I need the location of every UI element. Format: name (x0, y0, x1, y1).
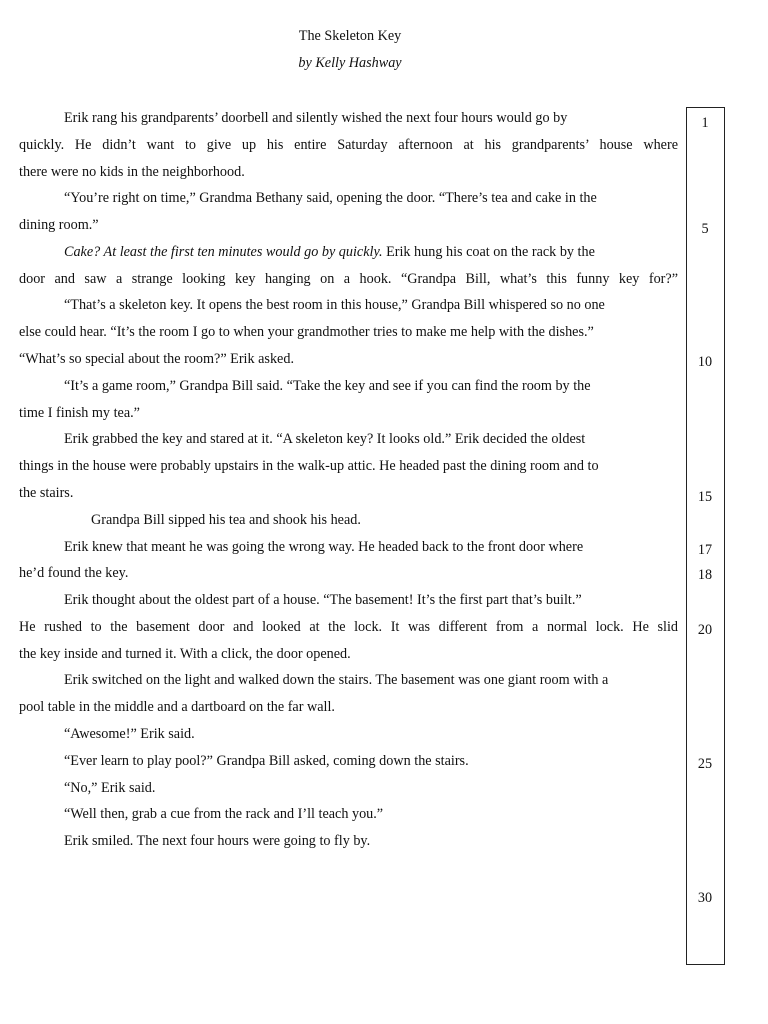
line-number: 15 (697, 489, 713, 505)
text-line: “Well then, grab a cue from the rack and I’ll teach you.” (64, 806, 384, 822)
text-line: Erik rang his grandparents’ doorbell and silently wished the next four hours would go by (64, 110, 568, 126)
text-line: “Awesome!” Erik said. (64, 726, 195, 742)
text-line: pool table in the middle and a dartboard on the far wall. (19, 699, 335, 715)
text-line: else could hear. “It’s the room I go to when your grandmother tries to make me help with the dishes.” (19, 324, 594, 340)
text-line: “You’re right on time,” Grandma Bethany said, opening the door. “There’s tea and cake in the (64, 190, 597, 206)
text-line: “It’s a game room,” Grandpa Bill said. “Take the key and see if you can find the room by the (64, 378, 591, 394)
text-line: Erik knew that meant he was going the wrong way. He headed back to the front door where (64, 539, 584, 555)
story-byline: by Kelly Hashway (298, 55, 402, 71)
text-line: things in the house were probably upstairs in the walk-up attic. He headed past the dining room and to (19, 458, 599, 474)
text-line: He rushed to the basement door and looked at the lock. It was different from a normal lock. He slid (19, 619, 678, 635)
text-line: “Ever learn to play pool?” Grandpa Bill asked, coming down the stairs. (64, 753, 469, 769)
line-number: 25 (697, 756, 713, 772)
line-number: 30 (697, 890, 713, 906)
text-line: “What’s so special about the room?” Erik asked. (19, 351, 294, 367)
text-line: he’d found the key. (19, 565, 129, 581)
line-number-box (686, 107, 725, 965)
text-line: time I finish my tea.” (19, 405, 140, 421)
text-line: there were no kids in the neighborhood. (19, 164, 245, 180)
text-line: Erik thought about the oldest part of a house. “The basement! It’s the first part that’s built.” (64, 592, 582, 608)
text-line: Erik smiled. The next four hours were going to fly by. (64, 833, 371, 849)
text-line: quickly. He didn’t want to give up his entire Saturday afternoon at his grandparents’ house where (19, 137, 678, 153)
line-number: 18 (697, 567, 713, 583)
text-line: dining room.” (19, 217, 99, 233)
italic-thought: Cake? At least the first ten minutes would go by quickly. (64, 244, 383, 260)
line-number: 1 (701, 115, 709, 131)
line-number: 20 (697, 622, 713, 638)
text-line: door and saw a strange looking key hanging on a hook. “Grandpa Bill, what’s this funny key for?” (19, 271, 678, 287)
story-title: The Skeleton Key (298, 28, 402, 44)
text-line (19, 243, 678, 261)
text-line: “That’s a skeleton key. It opens the best room in this house,” Grandpa Bill whispered so no one (64, 297, 605, 313)
text-line: Erik switched on the light and walked down the stairs. The basement was one giant room with a (64, 672, 609, 688)
text-line: the key inside and turned it. With a click, the door opened. (19, 646, 351, 662)
text-line: Erik grabbed the key and stared at it. “A skeleton key? It looks old.” Erik decided the oldest (64, 431, 586, 447)
line-number: 10 (697, 354, 713, 370)
line-number: 5 (701, 221, 709, 237)
text-line: the stairs. (19, 485, 74, 501)
text-line: Grandpa Bill sipped his tea and shook his head. (91, 512, 361, 528)
text-span: Erik hung his coat on the rack by the (382, 244, 595, 260)
line-number: 17 (697, 542, 713, 558)
text-line: “No,” Erik said. (64, 780, 156, 796)
